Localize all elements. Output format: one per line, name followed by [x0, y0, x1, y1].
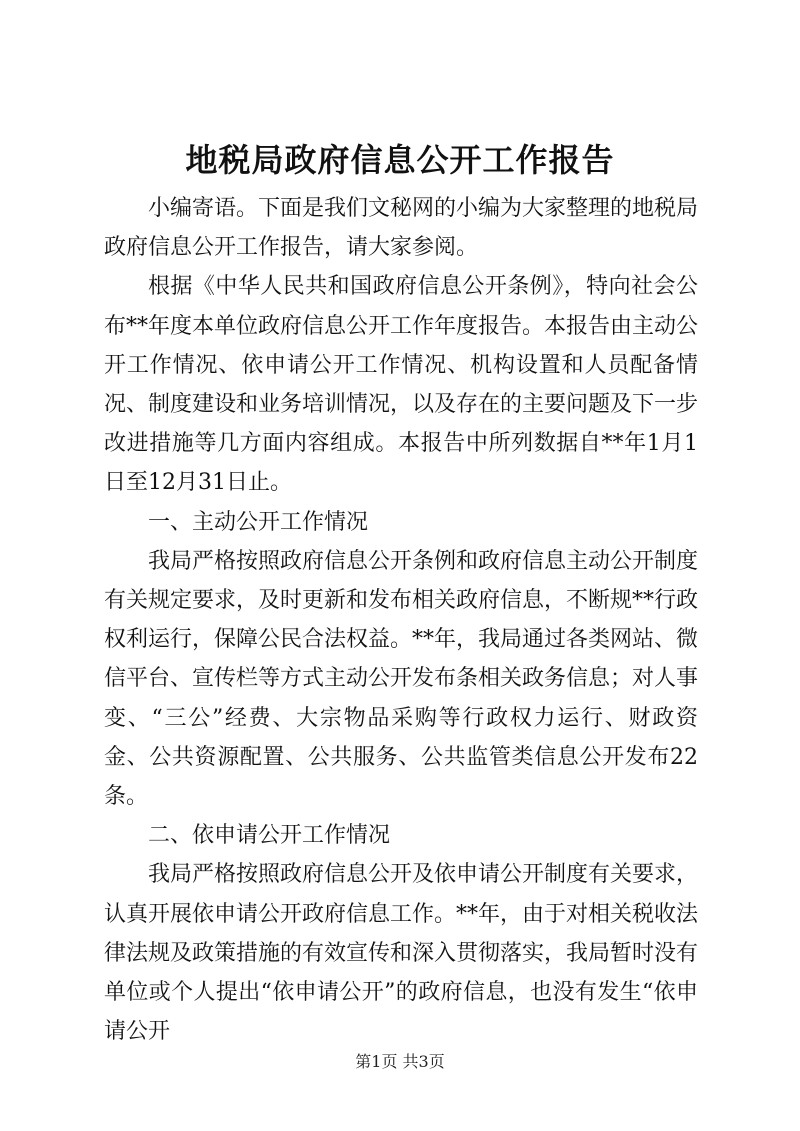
- intro-paragraph: 小编寄语。下面是我们文秘网的小编为大家整理的地税局政府信息公开工作报告，请大家参阅。: [104, 196, 699, 261]
- proactive-disclosure-paragraph: 我局严格按照政府信息公开条例和政府信息主动公开制度有关规定要求，及时更新和发布相关政府信息，不断规**行政权利运行，保障公民合法权益。**年，我局通过各类网站、微信平台、宣传栏等方式主动公开发布条相关政务信息；对人事变、“三公”经费、大宗物品采购等行政权力运行、财政资金、公共资源配置、公共服务、公共监管类信息公开发布22条。: [104, 548, 699, 810]
- section-heading-proactive-disclosure: 一、主动公开工作情况: [148, 509, 369, 535]
- summary-paragraph: 根据《中华人民共和国政府信息公开条例》，特向社会公布**年度本单位政府信息公开工作年度报告。本报告由主动公开工作情况、依申请公开工作情况、机构设置和人员配备情况、制度建设和业务培训情况，以及存在的主要问题及下一步改进措施等几方面内容组成。本报告中所列数据自**年1月1日至12月31日止。: [104, 274, 699, 496]
- document-body: [104, 189, 698, 1051]
- document-title: 地税局政府信息公开工作报告: [185, 141, 615, 179]
- application-disclosure-paragraph: 我局严格按照政府信息公开及依申请公开制度有关要求，认真开展依申请公开政府信息工作。**年，由于对相关税收法律法规及政策措施的有效宣传和深入贯彻落实，我局暂时没有单位或个人提出“依申请公开”的政府信息，也没有发生“依申请公开: [104, 862, 699, 1045]
- section-heading-application-disclosure: 二、依申请公开工作情况: [148, 823, 391, 849]
- page-footer: 第1页 共3页: [355, 1052, 445, 1071]
